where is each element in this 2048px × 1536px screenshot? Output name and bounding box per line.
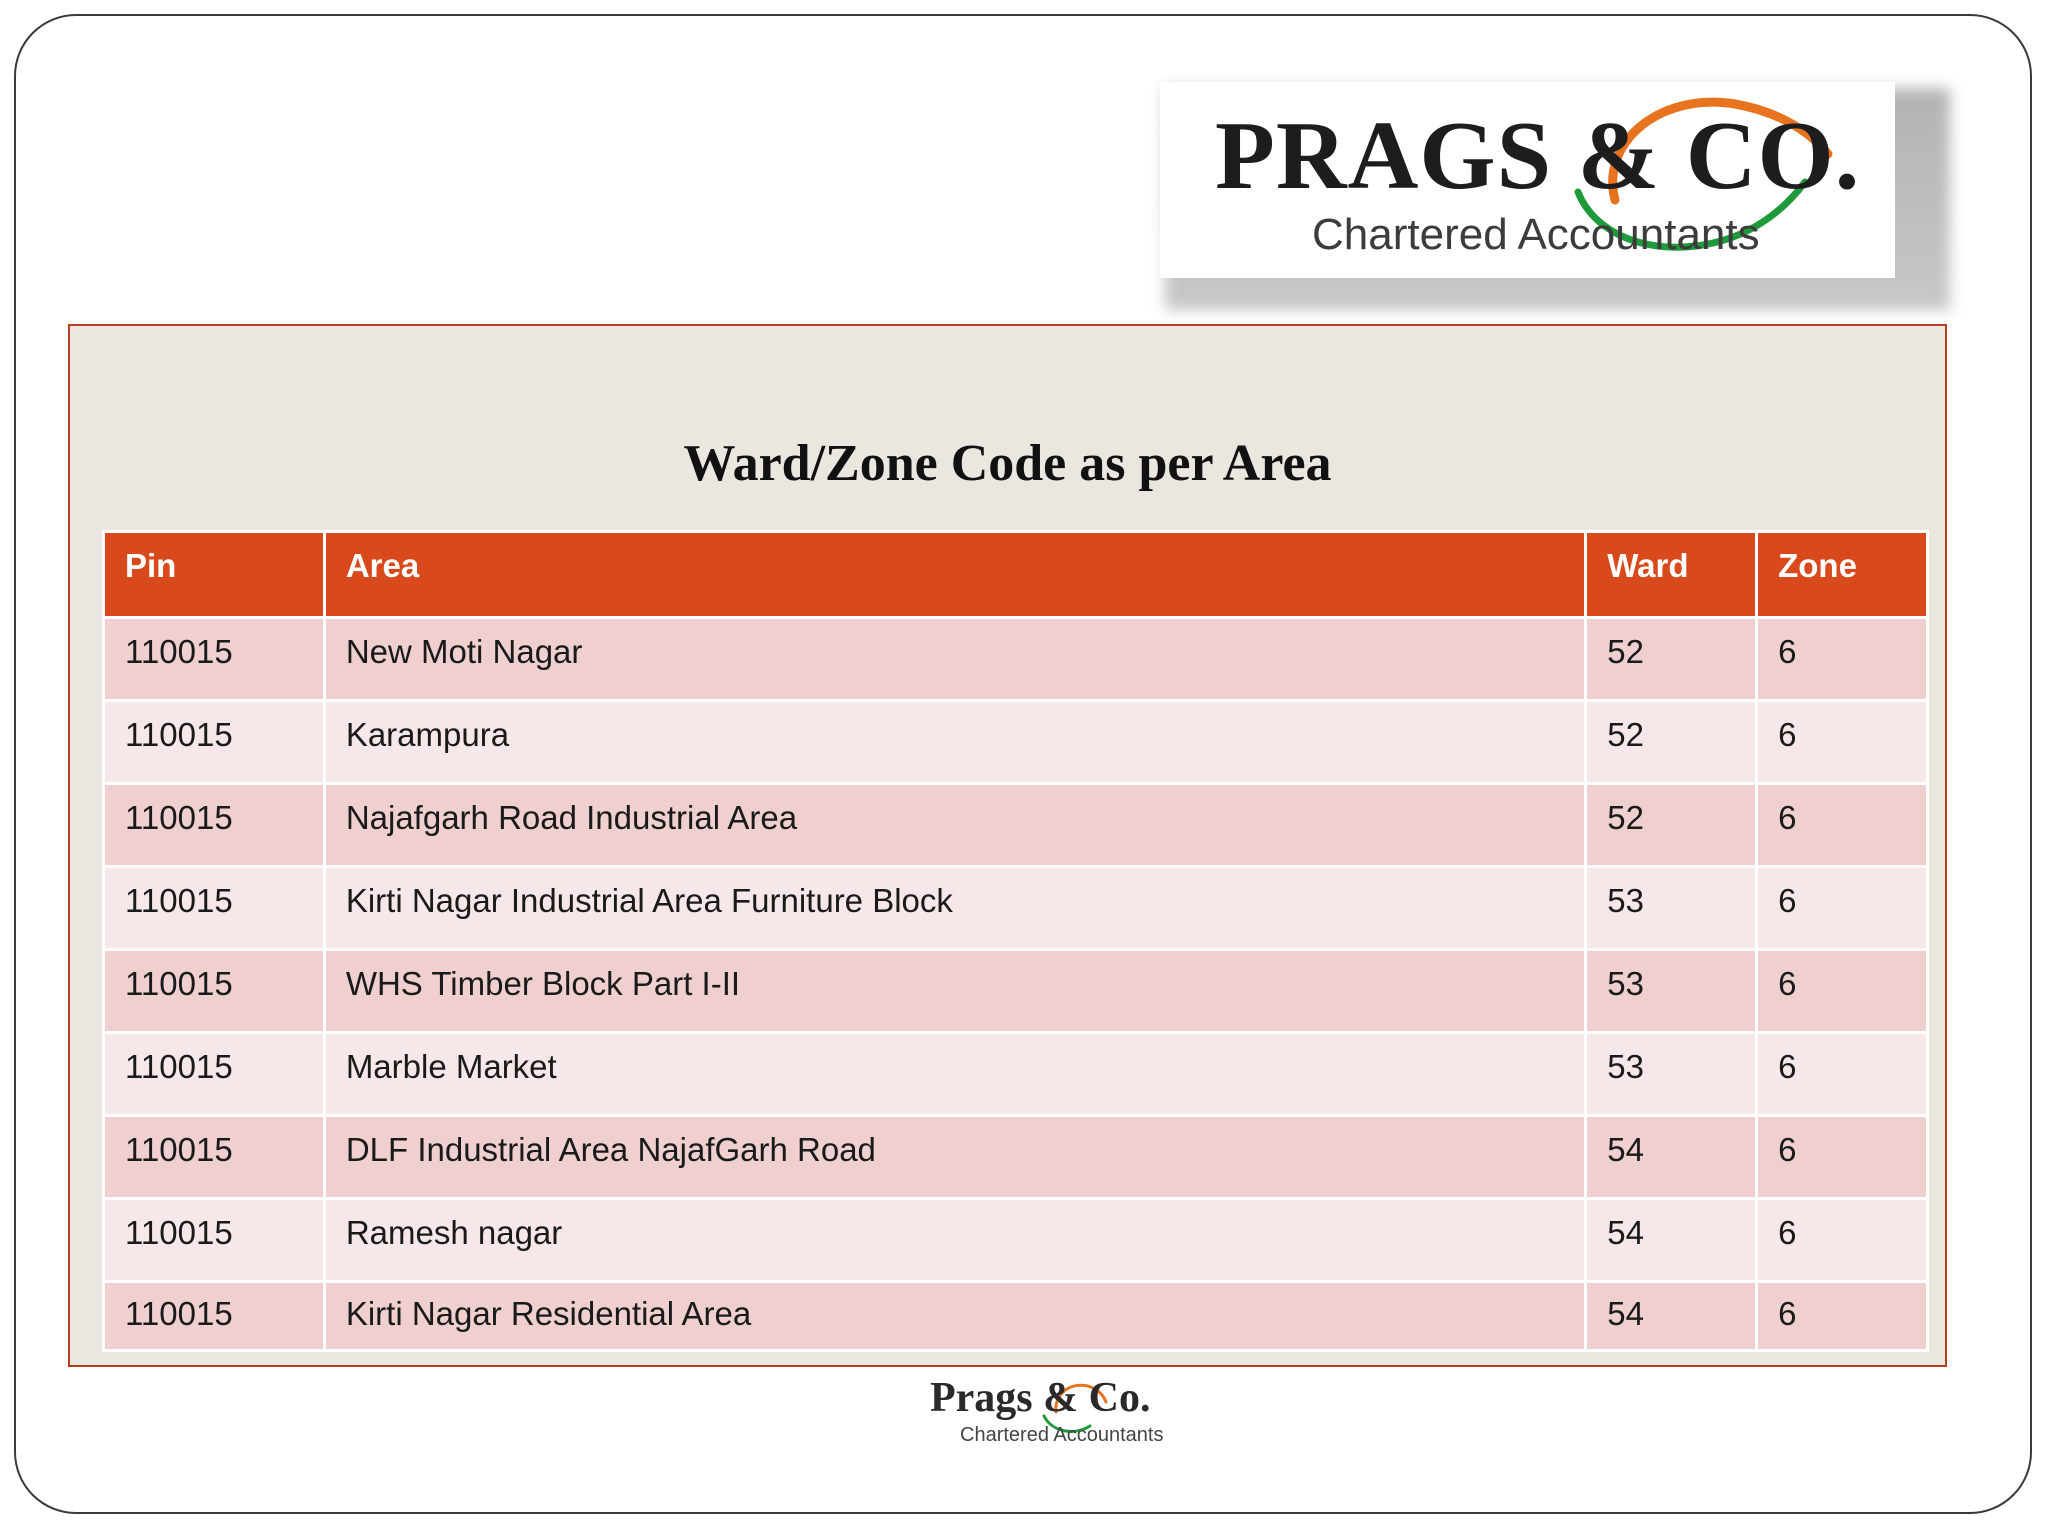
footer-logo-name: Prags & Co. xyxy=(930,1375,1151,1421)
header-area: Area xyxy=(324,532,1585,618)
cell-ward: 54 xyxy=(1586,1282,1757,1351)
cell-pin: 110015 xyxy=(104,1116,325,1199)
table-row xyxy=(104,950,1928,1033)
cell-ward: 53 xyxy=(1586,950,1757,1033)
cell-pin: 110015 xyxy=(104,950,325,1033)
cell-pin: 110015 xyxy=(104,618,325,701)
cell-zone: 6 xyxy=(1757,950,1928,1033)
cell-area: Kirti Nagar Industrial Area Furniture Block xyxy=(324,867,1585,950)
cell-area: New Moti Nagar xyxy=(324,618,1585,701)
cell-zone: 6 xyxy=(1757,1116,1928,1199)
page-title: Ward/Zone Code as per Area xyxy=(683,435,1332,492)
header-zone: Zone xyxy=(1757,532,1928,618)
table-row xyxy=(104,784,1928,867)
cell-pin: 110015 xyxy=(104,867,325,950)
cell-area: DLF Industrial Area NajafGarh Road xyxy=(324,1116,1585,1199)
logo-name: PRAGS & CO. xyxy=(1215,102,1861,210)
table-row xyxy=(104,1033,1928,1116)
cell-area: Kirti Nagar Residential Area xyxy=(324,1282,1585,1351)
footer-logo-tagline: Chartered Accountants xyxy=(960,1424,1164,1446)
company-logo xyxy=(1160,82,1895,278)
table-row xyxy=(104,1199,1928,1282)
cell-pin: 110015 xyxy=(104,701,325,784)
table-row xyxy=(104,618,1928,701)
cell-ward: 54 xyxy=(1586,1199,1757,1282)
cell-ward: 52 xyxy=(1586,784,1757,867)
cell-zone: 6 xyxy=(1757,618,1928,701)
cell-pin: 110015 xyxy=(104,1199,325,1282)
cell-pin: 110015 xyxy=(104,1282,325,1351)
header-ward: Ward xyxy=(1586,532,1757,618)
cell-area: Najafgarh Road Industrial Area xyxy=(324,784,1585,867)
cell-ward: 53 xyxy=(1586,867,1757,950)
cell-zone: 6 xyxy=(1757,784,1928,867)
cell-area: WHS Timber Block Part I-II xyxy=(324,950,1585,1033)
table-header-row xyxy=(104,532,1928,618)
cell-area: Ramesh nagar xyxy=(324,1199,1585,1282)
cell-area: Marble Market xyxy=(324,1033,1585,1116)
logo-tagline: Chartered Accountants xyxy=(1312,210,1760,259)
content-panel xyxy=(68,324,1947,1367)
header-pin: Pin xyxy=(104,532,325,618)
cell-pin: 110015 xyxy=(104,1033,325,1116)
footer-logo xyxy=(928,1372,1188,1452)
table-row xyxy=(104,1116,1928,1199)
ward-zone-table xyxy=(102,530,1929,1352)
cell-zone: 6 xyxy=(1757,1282,1928,1351)
cell-ward: 52 xyxy=(1586,618,1757,701)
cell-zone: 6 xyxy=(1757,1033,1928,1116)
table-row xyxy=(104,1282,1928,1351)
table-row xyxy=(104,867,1928,950)
cell-pin: 110015 xyxy=(104,784,325,867)
cell-zone: 6 xyxy=(1757,701,1928,784)
cell-ward: 54 xyxy=(1586,1116,1757,1199)
table-row xyxy=(104,701,1928,784)
cell-zone: 6 xyxy=(1757,1199,1928,1282)
cell-ward: 52 xyxy=(1586,701,1757,784)
cell-area: Karampura xyxy=(324,701,1585,784)
cell-ward: 53 xyxy=(1586,1033,1757,1116)
cell-zone: 6 xyxy=(1757,867,1928,950)
